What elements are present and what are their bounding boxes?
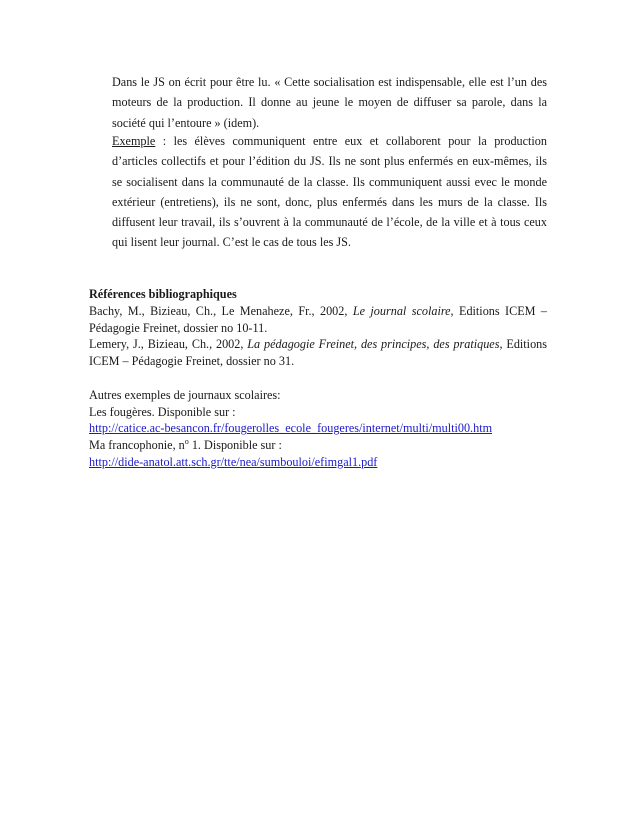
reference-item-1 xyxy=(89,303,547,337)
reference-item-2 xyxy=(89,336,547,370)
reference-1-authors: Bachy, M., Bizieau, Ch., Le Menaheze, Fr., 2002, xyxy=(89,303,353,318)
example-item-2-label-suffix: 1. Disponible sur : xyxy=(188,438,282,453)
reference-2-publisher: , Editions ICEM – Pédagogie Freinet, dossier no 31. xyxy=(89,337,547,369)
example-item-2-label xyxy=(89,437,547,454)
spacer xyxy=(89,370,547,387)
references-section xyxy=(89,286,547,471)
paragraph-socialisation xyxy=(112,72,547,133)
paragraph-example xyxy=(112,131,547,253)
number-superscript: o xyxy=(184,437,189,447)
example-label: Exemple xyxy=(112,134,156,148)
reference-2-title: La pédagogie Freinet, des principes, des pratiques xyxy=(247,337,500,352)
other-examples-intro: Autres exemples de journaux scolaires: xyxy=(89,387,281,402)
example-item-1-label: Les fougères. Disponible sur : xyxy=(89,404,236,419)
reference-2-authors: Lemery, J., Bizieau, Ch., 2002, xyxy=(89,337,248,352)
references-heading: Références bibliographiques xyxy=(89,287,237,301)
example-item-1-link[interactable]: http://catice.ac-besancon.fr/fougerolles_ecole_fougeres/internet/multi/multi00.htm xyxy=(89,421,493,436)
example-item-2-label-text: Ma francophonie, n xyxy=(89,438,185,453)
reference-1-publisher: , Editions ICEM – Pédagogie Freinet, dossier no 10-11. xyxy=(89,303,548,335)
paragraph-example-text: : les élèves communiquent entre eux et collaborent pour la production d’articles collectifs et pour l’édition du JS. Ils ne sont plus enfermés en eux-mêmes, ils se socialisent dans la communauté de la classe. Ils communiquent aussi evec le monde extérieur (entretiens), ils ne sont, donc, plus enfermés dans les murs de la classe. Ils diffusent leur travail, ils s’ouvrent à la communauté de l’école, de la ville et à tous ceux qui lisent leur journal. C’est le cas de tous les JS. xyxy=(112,134,547,250)
example-item-2-link-line xyxy=(89,454,547,471)
paragraph-socialisation-text: Dans le JS on écrit pour être lu. « Cette socialisation est indispensable, elle est l’un des moteurs de la production. Il donne au jeune le moyen de diffuser sa parole, dans la société qui l’entoure » (idem). xyxy=(112,75,547,130)
example-item-2-link[interactable]: http://dide-anatol.att.sch.gr/tte/nea/sumbouloi/efimgal1.pdf xyxy=(89,454,378,469)
example-item-1-link-line xyxy=(89,420,547,437)
reference-1-title: Le journal scolaire xyxy=(352,303,451,318)
